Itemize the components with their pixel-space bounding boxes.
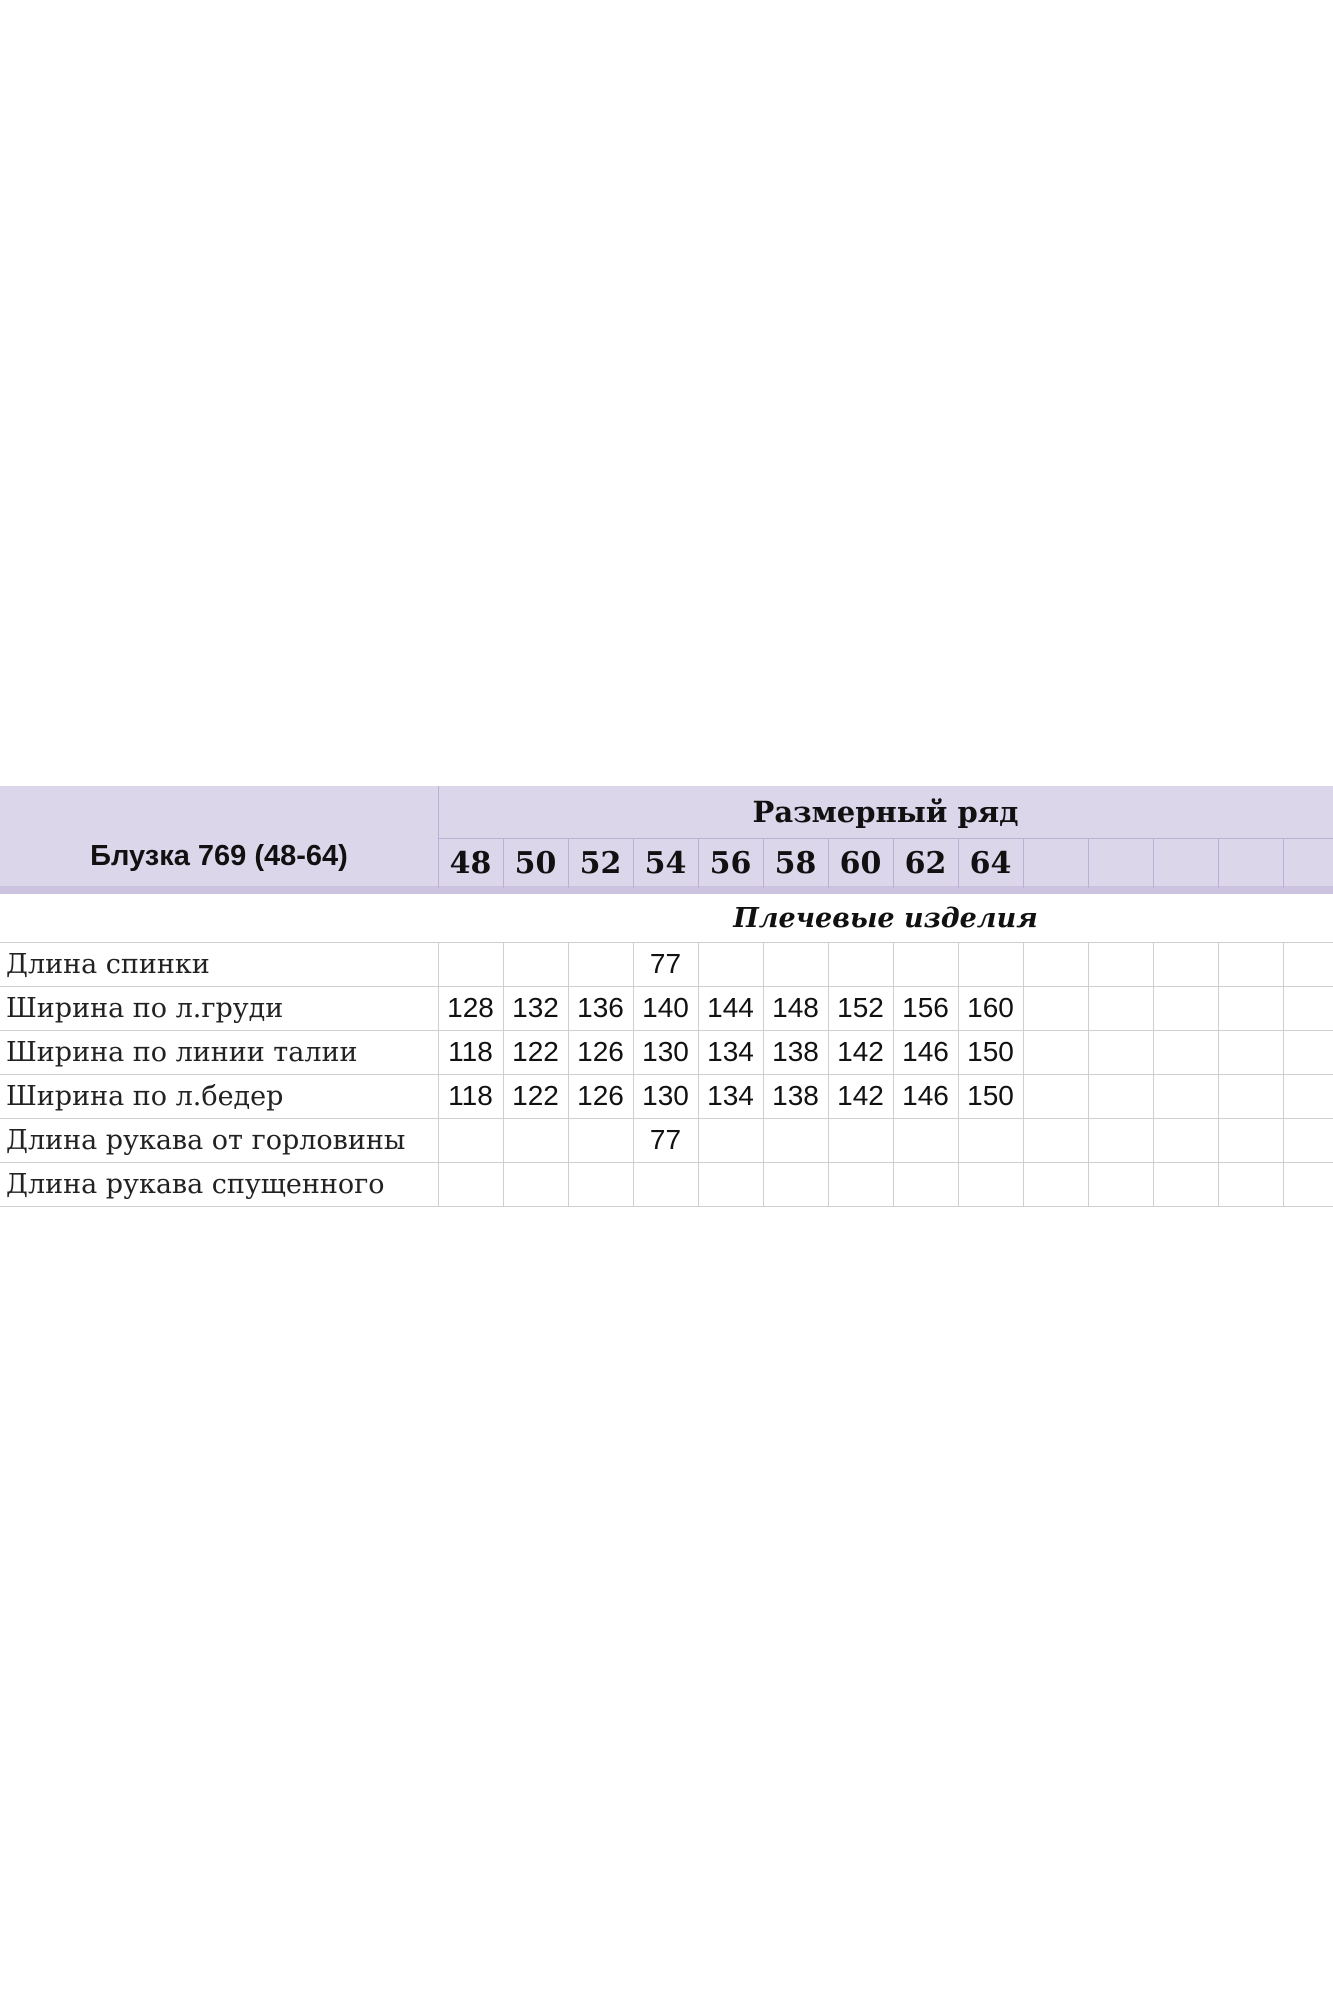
table-cell: 138 — [772, 1036, 819, 1067]
table-cell — [1283, 1030, 1333, 1074]
table-cell — [1283, 1074, 1333, 1118]
table-cell — [1153, 1118, 1218, 1162]
table-cell — [568, 942, 633, 986]
table-cell — [763, 1162, 828, 1206]
table-cell — [1218, 1030, 1283, 1074]
table-cell — [568, 1118, 633, 1162]
table-cell: 148 — [772, 992, 819, 1023]
table-cell: 146 — [902, 1036, 949, 1067]
size-header-cell: 62 — [904, 845, 947, 881]
table-cell — [958, 1162, 1023, 1206]
table-cell — [893, 1118, 958, 1162]
table-cell — [1088, 942, 1153, 986]
size-header-cell: 58 — [774, 845, 817, 881]
table-cell — [438, 942, 503, 986]
table-cell: 118 — [448, 1080, 493, 1111]
table-cell — [1153, 986, 1218, 1030]
table-cell: 142 — [837, 1080, 884, 1111]
table-cell: 150 — [967, 1080, 1014, 1111]
table-cell — [1283, 1118, 1333, 1162]
size-header-cell — [1218, 838, 1283, 888]
table-cell — [893, 1162, 958, 1206]
table-cell: 126 — [577, 1036, 624, 1067]
size-header-cell — [1088, 838, 1153, 888]
table-cell: 152 — [837, 992, 884, 1023]
table-cell — [1088, 1074, 1153, 1118]
table-cell — [1088, 1162, 1153, 1206]
table-cell: 122 — [512, 1080, 559, 1111]
table-cell — [1283, 1162, 1333, 1206]
row-label: Длина спинки — [6, 948, 210, 980]
table-cell — [958, 1118, 1023, 1162]
table-cell — [503, 1162, 568, 1206]
size-header-cell — [1023, 838, 1088, 888]
table-cell — [698, 942, 763, 986]
table-cell — [1218, 1074, 1283, 1118]
table-cell: 144 — [707, 992, 754, 1023]
section-title: Плечевые изделия — [733, 902, 1038, 934]
table-cell — [763, 942, 828, 986]
table-cell — [1023, 942, 1088, 986]
table-cell — [1218, 986, 1283, 1030]
table-cell — [1023, 1162, 1088, 1206]
table-cell — [1088, 1030, 1153, 1074]
table-cell: 77 — [649, 948, 682, 979]
table-cell: 130 — [642, 1036, 689, 1067]
table-cell — [1153, 1030, 1218, 1074]
table-cell — [1153, 942, 1218, 986]
size-header-cell: 54 — [644, 845, 687, 881]
table-cell: 132 — [512, 992, 559, 1023]
table-cell: 156 — [902, 992, 949, 1023]
table-cell — [698, 1118, 763, 1162]
table-cell — [1218, 1118, 1283, 1162]
table-cell — [958, 942, 1023, 986]
table-cell: 146 — [902, 1080, 949, 1111]
table-cell: 150 — [967, 1036, 1014, 1067]
table-cell — [828, 1162, 893, 1206]
table-cell: 126 — [577, 1080, 624, 1111]
table-cell — [503, 1118, 568, 1162]
table-cell — [1023, 986, 1088, 1030]
row-label: Ширина по л.бедер — [6, 1080, 284, 1112]
table-cell: 160 — [967, 992, 1014, 1023]
size-header-cell — [1153, 838, 1218, 888]
table-cell: 136 — [577, 992, 624, 1023]
size-header-cell: 56 — [709, 845, 752, 881]
grid-line — [0, 1206, 1333, 1207]
row-label: Ширина по л.груди — [6, 992, 284, 1024]
table-cell — [568, 1162, 633, 1206]
table-cell: 128 — [447, 992, 494, 1023]
table-cell — [1283, 942, 1333, 986]
table-cell — [828, 1118, 893, 1162]
table-cell — [1088, 1118, 1153, 1162]
table-cell — [1283, 986, 1333, 1030]
size-header-cell — [1283, 838, 1333, 888]
table-cell: 134 — [707, 1036, 754, 1067]
table-cell — [633, 1162, 698, 1206]
table-cell — [1153, 1074, 1218, 1118]
table-cell: 134 — [707, 1080, 754, 1111]
table-cell: 142 — [837, 1036, 884, 1067]
row-label: Длина рукава спущенного — [6, 1168, 385, 1200]
table-cell — [1023, 1030, 1088, 1074]
table-cell — [1023, 1118, 1088, 1162]
table-cell: 77 — [649, 1124, 682, 1155]
table-cell — [438, 1118, 503, 1162]
size-header-cell: 60 — [839, 845, 882, 881]
row-label: Ширина по линии талии — [6, 1036, 358, 1068]
table-cell: 138 — [772, 1080, 819, 1111]
table-cell — [438, 1162, 503, 1206]
table-cell — [1023, 1074, 1088, 1118]
size-range-title: Размерный ряд — [752, 795, 1019, 829]
table-cell — [828, 942, 893, 986]
table-cell: 122 — [512, 1036, 559, 1067]
table-cell — [1218, 1162, 1283, 1206]
table-cell — [1088, 986, 1153, 1030]
size-header-cell: 48 — [449, 845, 492, 881]
table-cell — [503, 942, 568, 986]
size-header-cell: 50 — [514, 845, 557, 881]
table-cell — [763, 1118, 828, 1162]
table-cell — [698, 1162, 763, 1206]
size-chart-table — [0, 786, 1333, 1210]
model-title: Блузка 769 (48-64) — [90, 839, 348, 872]
table-cell — [1153, 1162, 1218, 1206]
table-cell: 130 — [642, 1080, 689, 1111]
size-header-cell: 64 — [969, 845, 1012, 881]
table-cell — [893, 942, 958, 986]
row-label: Длина рукава от горловины — [6, 1124, 406, 1156]
table-cell: 140 — [642, 992, 689, 1023]
table-cell: 118 — [448, 1036, 493, 1067]
table-cell — [1218, 942, 1283, 986]
size-header-cell: 52 — [579, 845, 622, 881]
